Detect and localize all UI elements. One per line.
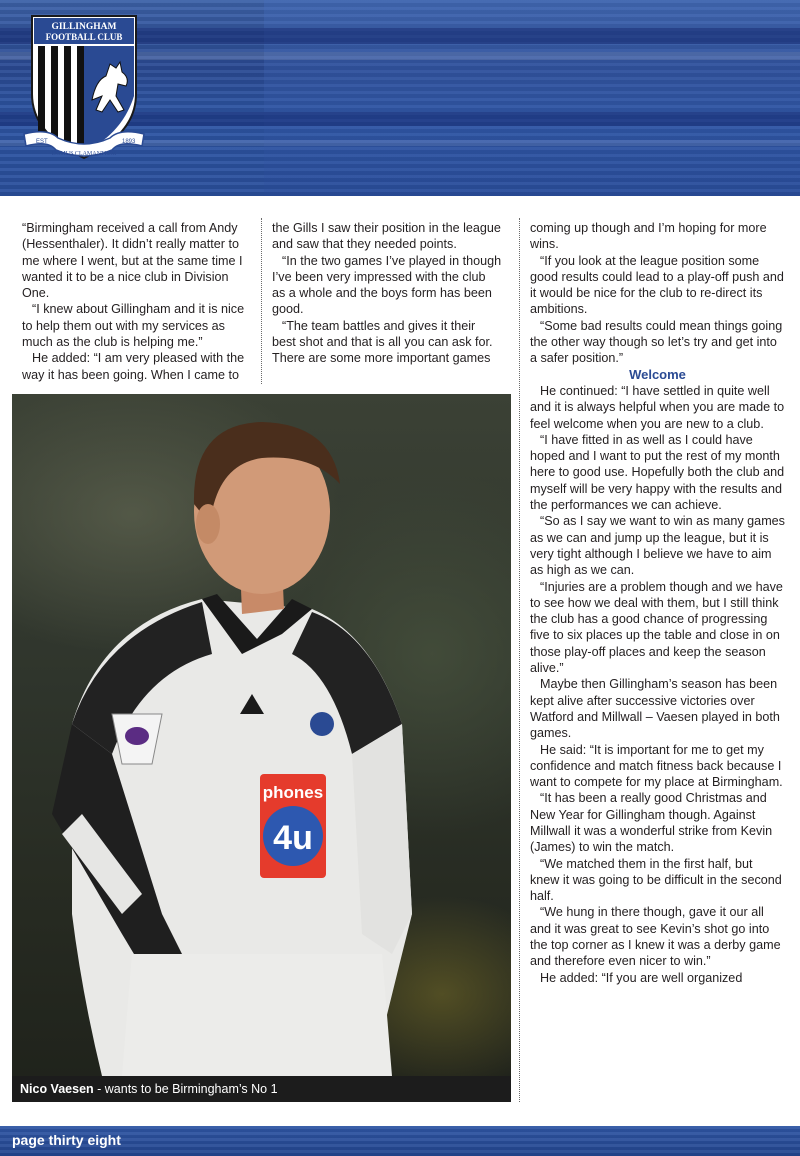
- article-paragraph: He added: “I am very pleased with the way it has been going. When I came to: [22, 351, 245, 382]
- article-paragraph: He added: “If you are well organized: [540, 970, 743, 985]
- article-paragraph: “So as I say we want to win as many games as we can and jump up the league, but it is very tight although I believe we have to aim as high as we can.: [530, 514, 785, 578]
- article-column-2: [272, 220, 502, 367]
- article-paragraph: He said: “It is important for me to get my confidence and match fitness back because I want to compete for my place at Birmingham.: [530, 742, 783, 790]
- goalkeeper-illustration: [12, 394, 511, 1102]
- article-paragraph: coming up though and I’m hoping for more wins.: [530, 221, 767, 252]
- article-paragraph: “I have fitted in as well as I could have hoped and I want to put the rest of my month here to good use. Hopefully both the club and myself will be very happy with the results and the performances we can achieve.: [530, 432, 785, 513]
- club-crest-logo: [18, 10, 150, 172]
- article-paragraph: “In the two games I’ve played in though I’ve been very impressed with the club as a whole and the boys form has been good.: [272, 253, 502, 317]
- column-divider: [261, 218, 262, 384]
- article-paragraph: “If you look at the league position some good results could lead to a play-off push and it would be nice for the club to re-direct its ambitions.: [530, 253, 784, 317]
- crest-year: 1893: [122, 139, 136, 145]
- article-paragraph: “Some bad results could mean things going the other way though so let’s try and get into a safer position.”: [530, 318, 783, 366]
- article-paragraph: Maybe then Gillingham’s season has been kept alive after successive victories over Watford and Millwall – Vaesen played in both games.: [530, 677, 780, 741]
- crest-name-line2: FOOTBALL CLUB: [45, 32, 123, 42]
- photo-caption: [12, 1076, 511, 1102]
- section-subheading: Welcome: [629, 366, 686, 382]
- player-photo: [12, 394, 511, 1102]
- sponsor-4u-text: 4u: [273, 819, 313, 857]
- crest-name-line1: GILLINGHAM: [51, 22, 117, 32]
- sponsor-phones-text: phones: [262, 783, 324, 802]
- article-paragraph: “We hung in there though, gave it our all and it was great to see Kevin’s shot go into the top corner as I knew it was a derby game and therefore even nicer to win.”: [530, 905, 781, 969]
- column-divider: [519, 218, 520, 1102]
- article-paragraph: “I knew about Gillingham and it is nice to help them out with my services as much as the club is helping me.”: [22, 302, 245, 350]
- page-number-label: page thirty eight: [12, 1132, 121, 1148]
- article-column-1: [22, 220, 250, 383]
- crest-motto: DOMUS CLAMANTIUM: [51, 151, 117, 157]
- article-paragraph: the Gills I saw their position in the league and saw that they needed points.: [272, 221, 501, 252]
- footer-bar: [0, 1126, 800, 1156]
- article-paragraph: “It has been a really good Christmas and New Year for Gillingham though. Against Millwall it was a wonderful strike from Kevin (James) to win the match.: [530, 791, 773, 855]
- crest-est: EST: [36, 139, 48, 145]
- article-paragraph: He continued: “I have settled in quite well and it is always helpful when you are made to feel welcome when you are new to a club.: [530, 383, 785, 431]
- header-banner: [0, 0, 800, 196]
- caption-player-name: Nico Vaesen: [20, 1082, 94, 1096]
- article-column-3: [530, 220, 785, 986]
- article-paragraph: “The team battles and gives it their best shot and that is all you can ask for. There are some more important games: [272, 318, 493, 366]
- article-paragraph: “Birmingham received a call from Andy (Hessenthaler). It didn’t really matter to me where I went, but at the same time I wanted it to be a nice club in Division One.: [22, 221, 243, 301]
- article-paragraph: “We matched them in the first half, but knew it was going to be difficult in the second half.: [530, 856, 782, 904]
- article-paragraph: “Injuries are a problem though and we have to see how we deal with them, but I still think the club has a good chance of progressing five to six places up the table and close in on those play-off places and keep the season alive.”: [530, 579, 783, 676]
- caption-text: - wants to be Birmingham’s No 1: [93, 1082, 278, 1096]
